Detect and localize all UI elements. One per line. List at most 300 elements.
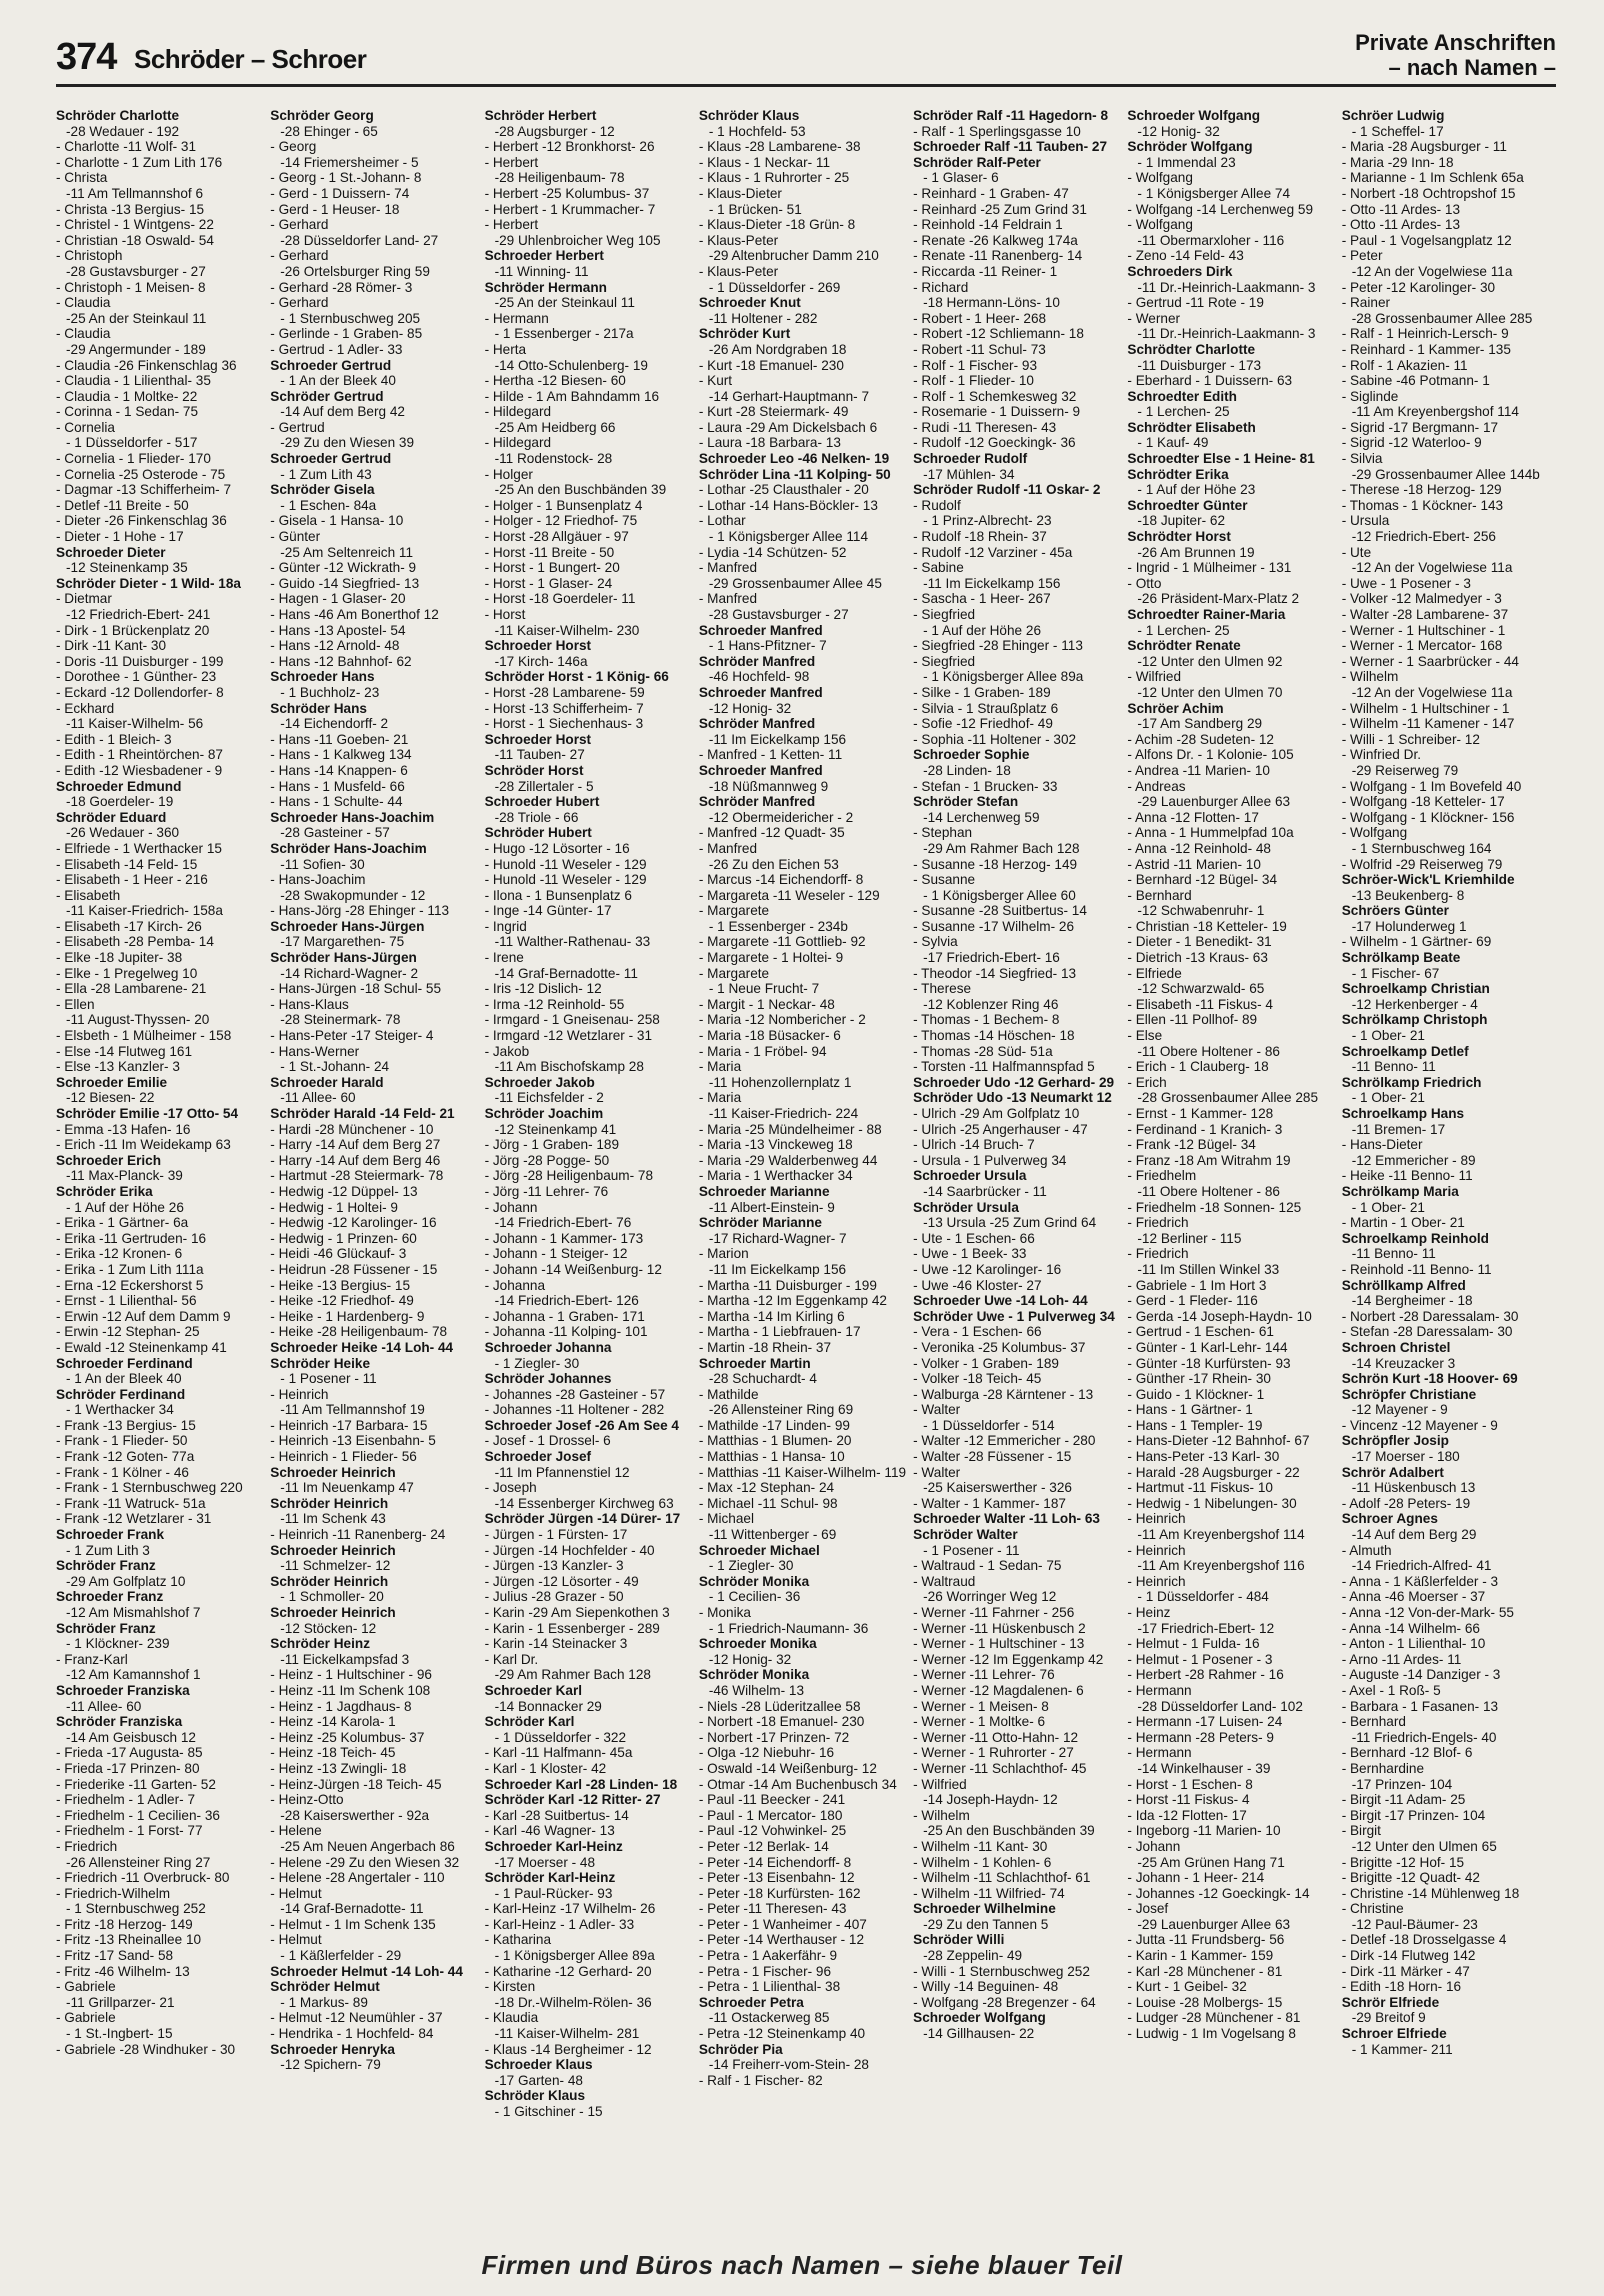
directory-entry: - Arno -11 Ardes- 11 xyxy=(1341,1651,1462,1667)
directory-entry: - Rainer xyxy=(1341,295,1391,311)
directory-entry: - Susanne -18 Herzog- 149 xyxy=(913,856,1078,872)
directory-entry: - Eckard -12 Dollendorfer- 8 xyxy=(56,684,224,700)
directory-entry: Schroelkamp Detlef xyxy=(1341,1043,1469,1059)
directory-entry: - Lydia -14 Schützen- 52 xyxy=(698,544,847,560)
directory-entry: - Walter -28 Füssener - 15 xyxy=(913,1449,1072,1465)
directory-entry: Schröder Heinz xyxy=(270,1636,370,1652)
directory-entry: - Reinhold -11 Benno- 11 xyxy=(1341,1261,1492,1277)
directory-entry: - Michael xyxy=(698,1511,754,1527)
directory-entry: - Johanna -11 Kolping- 101 xyxy=(484,1324,648,1340)
directory-entry: - Ute - 1 Eschen- 66 xyxy=(913,1230,1035,1246)
directory-entry: - Frank -13 Bergius- 15 xyxy=(56,1417,196,1433)
directory-entry: - Günter -18 Kurfürsten- 93 xyxy=(1127,1355,1291,1371)
directory-entry: Schröder Gisela xyxy=(270,482,375,498)
directory-entry: - Heike -12 Friedhof- 49 xyxy=(270,1293,414,1309)
directory-entry: - Hedwig -12 Düppel- 13 xyxy=(270,1183,418,1199)
directory-entry: Schroeder Johanna xyxy=(484,1339,612,1355)
directory-entry: - Robert -12 Schliemann- 18 xyxy=(913,326,1084,342)
directory-entry: - Johannes -28 Gasteiner - 57 xyxy=(484,1386,666,1402)
directory-entry: Schröder Hans xyxy=(270,700,367,716)
directory-entry: - Dirk -14 Flutweg 142 xyxy=(1341,1948,1476,1964)
directory-entry: - Sylvia xyxy=(913,934,958,950)
directory-entry: Schröder Wolfgang xyxy=(1127,139,1253,155)
directory-entry: -17 Moerser - 180 xyxy=(1351,1449,1460,1465)
directory-entry: - Hedwig -12 Karolinger- 16 xyxy=(270,1215,437,1231)
directory-entry: -25 An der Steinkaul 11 xyxy=(66,310,207,326)
directory-entry: Schroeder Edmund xyxy=(56,778,182,794)
directory-entry: - Reinhard - 1 Kammer- 135 xyxy=(1341,341,1511,357)
directory-entry: - Susanne -28 Suitbertus- 14 xyxy=(913,903,1087,919)
directory-entry: - Hans - 1 Schulte- 44 xyxy=(270,794,403,810)
directory-entry: - 1 Königsberger Allee 89a xyxy=(494,1948,655,1964)
directory-entry: -18 Nüßmannweg 9 xyxy=(708,778,829,794)
directory-entry: -17 Am Sandberg 29 xyxy=(1137,716,1263,732)
directory-entry: - Hans -12 Arnold- 48 xyxy=(270,638,400,654)
directory-entry: Schröder Kurt xyxy=(698,326,791,342)
directory-entry: Schroer Elfriede xyxy=(1341,2026,1447,2042)
directory-entry: - Robert -11 Schul- 73 xyxy=(913,341,1046,357)
directory-entry: - Gertrud xyxy=(270,419,325,435)
directory-entry: - Willy -14 Beguinen- 48 xyxy=(913,1979,1059,1995)
directory-entry: - Reinhard -25 Zum Grind 31 xyxy=(913,201,1087,217)
directory-entry: - Heinz xyxy=(1127,1605,1171,1620)
directory-entry: - Herbert -28 Rahmer - 16 xyxy=(1127,1667,1284,1683)
directory-entry: -11 Ostackerweg 85 xyxy=(708,2010,830,2026)
directory-entry: -11 Am Kreyenbergshof 114 xyxy=(1351,404,1519,420)
directory-entry: - Susanne xyxy=(913,872,976,888)
directory-entry: - Iris -12 Dislich- 12 xyxy=(484,981,602,997)
directory-entry: - Norbert -18 Emanuel- 230 xyxy=(698,1714,865,1730)
directory-entry: - Sigrid -12 Waterloo- 9 xyxy=(1341,435,1482,451)
directory-entry: -28 Schuchardt- 4 xyxy=(708,1371,817,1387)
directory-entry: - Werner - 1 Ruhrorter - 27 xyxy=(913,1745,1074,1761)
directory-entry: - Else xyxy=(1127,1028,1163,1044)
directory-entry: - Maria xyxy=(698,1059,742,1075)
directory-entry: Schröder Herbert xyxy=(484,108,597,123)
directory-entry: - Heike -11 Benno- 11 xyxy=(1341,1168,1473,1184)
directory-entry: - Therese -18 Herzog- 129 xyxy=(1341,482,1502,498)
directory-entry: - Achim -28 Sudeten- 12 xyxy=(1127,731,1274,747)
directory-entry: - Heinz -13 Zwingli- 18 xyxy=(270,1760,407,1776)
directory-entry: Schroedter Edith xyxy=(1127,388,1237,404)
directory-entry: - Ella -28 Lambarene- 21 xyxy=(56,981,207,997)
directory-entry: - Werner - 1 Hultschiner - 1 xyxy=(1341,622,1506,638)
directory-entry: - Helmut xyxy=(270,1932,322,1948)
directory-entry: -29 Am Golfplatz 10 xyxy=(66,1573,186,1589)
directory-entry: - Erwin -12 Auf dem Damm 9 xyxy=(56,1308,231,1324)
directory-column-1 xyxy=(56,108,270,2188)
directory-entry: - Heinz - 1 Jagdhaus- 8 xyxy=(270,1698,412,1714)
directory-entry: Schroeder Heinrich xyxy=(270,1542,396,1558)
directory-entry: Schröder Horst - 1 König- 66 xyxy=(484,669,669,685)
directory-entry: - Frieda -17 Augusta- 85 xyxy=(56,1745,203,1761)
directory-entry: - Elfriede - 1 Werthacker 15 xyxy=(56,840,222,856)
directory-entry: - 1 Markus- 89 xyxy=(280,1994,368,2010)
directory-entry: - Peter -12 Berlak- 14 xyxy=(698,1838,829,1854)
directory-entry: Schroeder Martin xyxy=(698,1355,811,1371)
directory-entry: -12 Mayener - 9 xyxy=(1351,1402,1448,1418)
directory-entry: - Otto xyxy=(1127,575,1162,591)
directory-entry: - Werner xyxy=(1127,310,1181,326)
directory-entry: - Brigitte -12 Quadt- 42 xyxy=(1341,1870,1480,1886)
directory-entry: - Margit - 1 Neckar- 48 xyxy=(698,996,835,1012)
directory-entry: -14 Am Geisbusch 12 xyxy=(66,1729,196,1745)
directory-entry: -11 Duisburger - 173 xyxy=(1137,357,1262,373)
directory-entry: - Anna -12 Reinhold- 48 xyxy=(1127,840,1271,856)
directory-entry: -12 Stöcken- 12 xyxy=(280,1620,377,1636)
directory-entry: - Herbert -25 Kolumbus- 37 xyxy=(484,185,650,201)
directory-entry: - Erika -11 Gertruden- 16 xyxy=(56,1230,207,1246)
directory-entry: - Helmut xyxy=(270,1885,322,1901)
directory-entry: - 1 Kauf- 49 xyxy=(1137,435,1209,451)
directory-entry: -11 Dr.-Heinrich-Laakmann- 3 xyxy=(1137,279,1316,295)
directory-entry: - Walter xyxy=(913,1402,961,1418)
directory-entry: - Louise -28 Molbergs- 15 xyxy=(1127,1994,1283,2010)
directory-entry: Schröer Achim xyxy=(1127,700,1224,716)
directory-entry: -28 Zillertaler - 5 xyxy=(494,778,594,794)
directory-entry: - Thomas -28 Süd- 51a xyxy=(913,1043,1053,1059)
directory-entry: - Gabriele xyxy=(56,2010,116,2026)
directory-entry: -12 Steinenkamp 41 xyxy=(494,1121,617,1137)
directory-entry: - Johanna xyxy=(484,1277,546,1293)
directory-entry: -28 Swakopmunder - 12 xyxy=(280,887,426,903)
directory-entry: - Maria -29 Inn- 18 xyxy=(1341,154,1454,170)
directory-entry: - Edith -12 Wiesbadener - 9 xyxy=(56,762,223,778)
directory-entry: - Frank -11 Watruck- 51a xyxy=(56,1495,206,1511)
directory-entry: - 1 Hochfeld- 53 xyxy=(708,123,806,139)
directory-entry: - Richard xyxy=(913,279,969,295)
directory-entry: - Ernst - 1 Lilienthal- 56 xyxy=(56,1293,197,1309)
directory-entry: - Heinz -14 Karola- 1 xyxy=(270,1714,396,1730)
directory-entry: Schrör Elfriede xyxy=(1341,1994,1440,2010)
directory-entry: -14 Gerhart-Hauptmann- 7 xyxy=(708,388,870,404)
directory-entry: Schroeder Karl xyxy=(484,1682,583,1698)
directory-entry: Schröder Johannes xyxy=(484,1371,612,1387)
directory-entry: - Friedhelm -18 Sonnen- 125 xyxy=(1127,1199,1302,1215)
directory-entry: Schroeder Petra xyxy=(698,1994,804,2010)
directory-entry: - Theodor -14 Siegfried- 13 xyxy=(913,965,1077,981)
directory-entry: - Heinrich -13 Eisenbahn- 5 xyxy=(270,1433,436,1449)
directory-entry: - 1 Gitschiner - 15 xyxy=(494,2104,603,2119)
directory-entry: - Birgit -17 Prinzen- 104 xyxy=(1341,1807,1486,1823)
directory-entry: - Rosemarie - 1 Duissern- 9 xyxy=(913,404,1081,420)
directory-entry: - Klaus-Dieter xyxy=(698,185,782,201)
directory-entry: Schroeder Hubert xyxy=(484,794,600,810)
directory-entry: - Johann xyxy=(1127,1838,1181,1854)
directory-entry: Schroeder Udo -12 Gerhard- 29 xyxy=(913,1074,1115,1090)
directory-entry: - Holger - 1 Bunsenplatz 4 xyxy=(484,497,643,513)
directory-entry: Schröder Marianne xyxy=(698,1215,822,1231)
directory-entry: - Harry -14 Auf dem Berg 46 xyxy=(270,1152,441,1168)
directory-entry: -12 Am Mismahlshof 7 xyxy=(66,1605,201,1620)
directory-entry: -11 Friedrich-Engels- 40 xyxy=(1351,1729,1497,1745)
directory-entry: - Wilhelm xyxy=(913,1807,970,1823)
directory-entry: - Heinz-Otto xyxy=(270,1792,344,1808)
directory-entry: - Horst - 1 Glaser- 24 xyxy=(484,575,613,591)
directory-entry: - Dieter - 1 Hohe - 17 xyxy=(56,529,184,545)
directory-entry: -28 Gustavsburger - 27 xyxy=(708,607,849,622)
page-number: 374 xyxy=(56,36,117,78)
directory-entry: - Claudia - 1 Lilienthal- 35 xyxy=(56,373,211,389)
directory-entry: - Hermann xyxy=(1127,1745,1192,1761)
directory-entry: - Martin -18 Rhein- 37 xyxy=(698,1339,832,1355)
directory-entry: -29 Grossenbaumer Allee 45 xyxy=(708,575,882,591)
directory-entry: - Gabriele xyxy=(56,1979,116,1995)
directory-entry: -13 Beukenberg- 8 xyxy=(1351,887,1465,903)
directory-entry: - Johann xyxy=(484,1199,538,1215)
directory-entry: - Elisabeth -11 Fiskus- 4 xyxy=(1127,996,1273,1012)
directory-entry: Schroeder Frank xyxy=(56,1527,165,1543)
directory-entry: Schroeder Wolfgang xyxy=(1127,108,1261,123)
directory-entry: - Herta xyxy=(484,341,527,357)
directory-entry: - Erich -11 Im Weidekamp 63 xyxy=(56,1137,231,1153)
directory-entry: Schröder Emilie -17 Otto- 54 xyxy=(56,1106,239,1121)
directory-entry: - Volker - 1 Graben- 189 xyxy=(913,1355,1059,1371)
directory-entry: - Helmut -12 Neumühler - 37 xyxy=(270,2010,443,2026)
directory-entry: - Sabine -46 Potmann- 1 xyxy=(1341,373,1490,389)
directory-entry: -11 August-Thyssen- 20 xyxy=(66,1012,210,1028)
directory-entry: Schröers Günter xyxy=(1341,903,1449,919)
directory-entry: - 1 Kammer- 211 xyxy=(1351,2041,1453,2057)
directory-entry: -28 Ehinger - 65 xyxy=(280,123,378,139)
directory-entry: - 1 Ober- 21 xyxy=(1351,1028,1425,1044)
directory-entry: - Hilde - 1 Am Bahndamm 16 xyxy=(484,388,660,404)
directory-entry: - Birgit xyxy=(1341,1823,1381,1839)
directory-entry: -26 Worringer Weg 12 xyxy=(923,1589,1057,1605)
directory-entry: -12 An der Vogelwiese 11a xyxy=(1351,263,1513,279)
directory-entry: - Hans - 1 Musfeld- 66 xyxy=(270,778,405,794)
directory-entry: Schröder Franziska xyxy=(56,1714,183,1730)
directory-entry: - Sascha - 1 Heer- 267 xyxy=(913,591,1051,607)
directory-entry: - Ralf - 1 Heinrich-Lersch- 9 xyxy=(1341,326,1509,342)
directory-entry: - Guido -14 Siegfried- 13 xyxy=(270,575,420,591)
directory-entry: - Hans-Peter -17 Steiger- 4 xyxy=(270,1028,434,1044)
directory-entry: - 1 An der Bleek 40 xyxy=(66,1371,182,1387)
directory-entry: - Maria -18 Büsacker- 6 xyxy=(698,1028,841,1044)
directory-entry: Schroeder Horst xyxy=(484,638,592,654)
directory-entry: - Hans -12 Bahnhof- 62 xyxy=(270,653,412,669)
directory-entry: Schrödter Renate xyxy=(1127,638,1241,654)
directory-entry: - Ernst - 1 Kammer- 128 xyxy=(1127,1106,1274,1121)
directory-entry: - Elisabeth - 1 Heer - 216 xyxy=(56,872,208,888)
directory-entry: -25 An den Buschbänden 39 xyxy=(923,1823,1095,1839)
directory-column-6 xyxy=(1127,108,1341,2188)
directory-entry: - 1 An der Bleek 40 xyxy=(280,373,396,389)
directory-entry: - Torsten -11 Halfmannspfad 5 xyxy=(913,1059,1095,1075)
directory-entry: - Corinna - 1 Sedan- 75 xyxy=(56,404,199,420)
directory-entry: - Erich - 1 Clauberg- 18 xyxy=(1127,1059,1269,1075)
directory-entry: - Katharine -12 Gerhard- 20 xyxy=(484,1963,652,1979)
directory-entry: - Astrid -11 Marien- 10 xyxy=(1127,856,1261,872)
directory-entry: -11 Am Tellmannshof 19 xyxy=(280,1402,425,1418)
directory-entry: Schröder Lina -11 Kolping- 50 xyxy=(698,466,891,482)
directory-entry: - Gabriele -28 Windhuker - 30 xyxy=(56,2041,236,2057)
directory-entry: - Maria -29 Walderbenweg 44 xyxy=(698,1152,878,1168)
directory-entry: - Heinz -11 Im Schenk 108 xyxy=(270,1682,431,1698)
directory-entry: - Anna - 1 Hummelpfad 10a xyxy=(1127,825,1294,841)
directory-entry: - Karl -46 Wagner- 13 xyxy=(484,1823,615,1839)
directory-entry: Schroeder Henryka xyxy=(270,2041,395,2057)
directory-entry: - Frank - 1 Flieder- 50 xyxy=(56,1433,188,1449)
directory-entry: - Erika - 1 Zum Lith 111a xyxy=(56,1261,204,1277)
directory-entry: Schroeder Harald xyxy=(270,1074,384,1090)
directory-entry: Schröder Ursula xyxy=(913,1199,1019,1215)
directory-entry: -11 Obere Holtener - 86 xyxy=(1137,1183,1280,1199)
directory-entry: Schroeder Uwe -14 Loh- 44 xyxy=(913,1293,1088,1309)
directory-entry: - Claudia xyxy=(56,326,111,342)
directory-entry: - Heidrun -28 Füssener - 15 xyxy=(270,1261,438,1277)
directory-entry: -11 Im Eickelkamp 156 xyxy=(923,575,1061,591)
directory-entry: - Renate -26 Kalkweg 174a xyxy=(913,232,1078,248)
directory-entry: - Otto -11 Ardes- 13 xyxy=(1341,201,1461,217)
directory-entry: - Maria xyxy=(698,1090,742,1106)
directory-entry: - Hermann xyxy=(1127,1682,1192,1698)
directory-entry: - Frank -12 Bügel- 34 xyxy=(1127,1137,1256,1153)
directory-entry: Schroelkamp Reinhold xyxy=(1341,1230,1489,1246)
directory-entry: -12 Schwabenruhr- 1 xyxy=(1137,903,1265,919)
directory-entry: -29 Zu den Wiesen 39 xyxy=(280,435,415,451)
directory-entry: -29 Grossenbaumer Allee 144b xyxy=(1351,466,1540,482)
directory-entry: - Laura -18 Barbara- 13 xyxy=(698,435,841,451)
directory-entry: - Gerd - 1 Heuser- 18 xyxy=(270,201,400,217)
directory-entry: - Günter - 1 Karl-Lehr- 144 xyxy=(1127,1339,1288,1355)
directory-entry: -11 Albert-Einstein- 9 xyxy=(708,1199,835,1215)
directory-entry: Schroeder Hans-Jürgen xyxy=(270,918,425,934)
directory-entry: - Helmut - 1 Posener - 3 xyxy=(1127,1651,1273,1667)
directory-entry: Schröder Willi xyxy=(913,1932,1005,1948)
directory-entry: - Frank - 1 Kölner - 46 xyxy=(56,1464,189,1480)
directory-entry: - 1 Ober- 21 xyxy=(1351,1090,1425,1106)
directory-entry: - 1 Ziegler- 30 xyxy=(708,1558,794,1574)
directory-entry: -14 Auf dem Berg 42 xyxy=(280,404,405,420)
directory-entry: Schröder Heinrich xyxy=(270,1573,389,1589)
directory-entry: - Kurt -28 Steiermark- 49 xyxy=(698,404,849,420)
directory-entry: - Harry -14 Auf dem Berg 27 xyxy=(270,1137,441,1153)
directory-entry: -11 Holtener - 282 xyxy=(708,310,818,326)
directory-entry: - Bernhard xyxy=(1127,887,1192,903)
directory-entry: - Heinz-Jürgen -18 Teich- 45 xyxy=(270,1776,442,1792)
directory-entry: - Hans-Werner xyxy=(270,1043,360,1059)
directory-entry: - Wilhelm -11 Kant- 30 xyxy=(913,1838,1048,1854)
directory-entry: - Ludger -28 Münchener - 81 xyxy=(1127,2010,1301,2026)
directory-entry: - Dietmar xyxy=(56,591,112,607)
directory-entry: -11 Benno- 11 xyxy=(1351,1246,1436,1262)
directory-entry: - Johanna - 1 Graben- 171 xyxy=(484,1308,645,1324)
directory-entry: - Ludwig - 1 Im Vogelsang 8 xyxy=(1127,2026,1296,2042)
directory-entry: - Petra - 1 Fischer- 96 xyxy=(698,1963,832,1979)
directory-entry: - Heinz -25 Kolumbus- 37 xyxy=(270,1729,425,1745)
directory-entry: - Fritz -13 Rheinallee 10 xyxy=(56,1932,202,1948)
directory-entry: - Hermann xyxy=(484,310,549,326)
directory-entry: Schroeder Sophie xyxy=(913,747,1030,763)
directory-entry: - Margarete -11 Gottlieb- 92 xyxy=(698,934,866,950)
directory-entry: - Manfred xyxy=(698,591,758,607)
directory-entry: Schröder Dieter - 1 Wild- 18a xyxy=(56,575,241,591)
directory-entry: - 1 Königsberger Allee 89a xyxy=(923,669,1084,685)
directory-entry: - Frank -12 Wetzlarer - 31 xyxy=(56,1511,212,1527)
directory-entry: - Paul - 1 Vogelsangplatz 12 xyxy=(1341,232,1512,248)
directory-entry: - Hans-Dieter xyxy=(1341,1137,1423,1153)
directory-entry: - Rolf - 1 Akazien- 11 xyxy=(1341,357,1468,373)
section-title-line-2: – nach Namen – xyxy=(1388,55,1556,80)
directory-entry: -25 An den Buschbänden 39 xyxy=(494,482,667,498)
directory-entry: - Peter -12 Karolinger- 30 xyxy=(1341,279,1496,295)
directory-entry: Schröder Heike xyxy=(270,1355,371,1371)
directory-entry: - Michael -11 Schul- 98 xyxy=(698,1495,838,1511)
directory-entry: - Dagmar -13 Schifferheim- 7 xyxy=(56,482,232,498)
directory-entry: - Peter xyxy=(1341,248,1383,264)
directory-entry: - Maria -13 Vinckeweg 18 xyxy=(698,1137,853,1153)
directory-entry: - Vincenz -12 Mayener - 9 xyxy=(1341,1417,1498,1433)
page-header xyxy=(56,30,1556,82)
directory-entry: - Hedwig - 1 Prinzen- 60 xyxy=(270,1230,417,1246)
directory-entry: - Ursula - 1 Pulverweg 34 xyxy=(913,1152,1067,1168)
directory-entry: - Hans - 1 Templer- 19 xyxy=(1127,1417,1263,1433)
directory-entry: - Herbert -12 Bronkhorst- 26 xyxy=(484,139,655,155)
directory-entry: - Claudia - 1 Moltke- 22 xyxy=(56,388,198,404)
directory-entry: -28 Grossenbaumer Allee 285 xyxy=(1351,310,1533,326)
directory-entry: - Klaus -28 Lambarene- 38 xyxy=(698,139,861,155)
directory-entry: - 1 Düsseldorfer - 484 xyxy=(1137,1589,1269,1605)
directory-entry: - Ursula xyxy=(1341,513,1390,529)
directory-entry: -11 Dr.-Heinrich-Laakmann- 3 xyxy=(1137,326,1316,342)
section-title xyxy=(1355,30,1556,80)
directory-entry: -11 Winning- 11 xyxy=(494,263,589,279)
directory-entry: Schröder Jürgen -14 Dürer- 17 xyxy=(484,1511,681,1527)
directory-entry: - 1 Friedrich-Naumann- 36 xyxy=(708,1620,869,1636)
directory-entry: - Hans -14 Knappen- 6 xyxy=(270,762,408,778)
directory-entry: - Hermann -28 Peters- 9 xyxy=(1127,1729,1274,1745)
directory-entry: Schröder Rudolf -11 Oskar- 2 xyxy=(913,482,1101,498)
directory-entry: - Christian -18 Ketteler- 19 xyxy=(1127,918,1287,934)
directory-entry: - Doris -11 Duisburger - 199 xyxy=(56,653,224,669)
directory-entry: Schroeder Heinrich xyxy=(270,1464,396,1480)
directory-entry: - Wilhelm - 1 Gärtner- 69 xyxy=(1341,934,1492,950)
directory-entry: - Wilfried xyxy=(913,1776,967,1792)
directory-entry: Schroeder Hans-Joachim xyxy=(270,809,435,825)
directory-entry: -29 Breitof 9 xyxy=(1351,2010,1426,2026)
directory-entry: Schroeder Dieter xyxy=(56,544,166,560)
directory-entry: -17 Garten- 48 xyxy=(494,2072,583,2088)
directory-entry: Schroeder Walter -11 Loh- 63 xyxy=(913,1511,1100,1527)
directory-entry: - Rudi -11 Theresen- 43 xyxy=(913,419,1057,435)
directory-entry: - Ralf - 1 Fischer- 82 xyxy=(698,2072,823,2088)
directory-entry: - Werner -11 Fahrner - 256 xyxy=(913,1605,1075,1620)
directory-entry: - Gertrud -11 Rote - 19 xyxy=(1127,295,1264,311)
directory-entry: - 1 Posener - 11 xyxy=(280,1371,377,1387)
directory-entry: - Cornelia xyxy=(56,419,115,435)
directory-entry: - Paul -12 Vohwinkel- 25 xyxy=(698,1823,847,1839)
directory-entry: - 1 Essenberger - 234b xyxy=(708,918,848,934)
directory-entry: - Werner - 1 Moltke- 6 xyxy=(913,1714,1046,1730)
directory-entry: - Werner -11 Schlachthof- 45 xyxy=(913,1760,1087,1776)
directory-entry: - Andreas xyxy=(1127,778,1186,794)
directory-entry: - Peter -18 Kurfürsten- 162 xyxy=(698,1885,861,1901)
directory-entry: - 1 Auf der Höhe 23 xyxy=(1137,482,1256,498)
directory-entry: - Dirk -11 Märker - 47 xyxy=(1341,1963,1470,1979)
directory-entry: - 1 Düsseldorfer - 322 xyxy=(494,1729,627,1745)
directory-entry: Schroeder Karl -28 Linden- 18 xyxy=(484,1776,678,1792)
directory-entry: -28 Düsseldorfer Land- 27 xyxy=(280,232,439,248)
directory-entry: - Klaus -14 Bergheimer - 12 xyxy=(484,2041,652,2057)
directory-entry: - Dorothee - 1 Günther- 23 xyxy=(56,669,217,685)
directory-entry: - Cornelia - 1 Flieder- 170 xyxy=(56,451,211,467)
directory-entry: -12 Friedrich-Ebert- 256 xyxy=(1351,529,1496,545)
directory-entry: - Wilhelm -11 Schlachthof- 61 xyxy=(913,1870,1091,1886)
directory-entry: - Heidi -46 Glückauf- 3 xyxy=(270,1246,407,1262)
directory-entry: Schroeder Josef xyxy=(484,1449,592,1465)
directory-entry: - Klaus-Dieter -18 Grün- 8 xyxy=(698,217,856,233)
